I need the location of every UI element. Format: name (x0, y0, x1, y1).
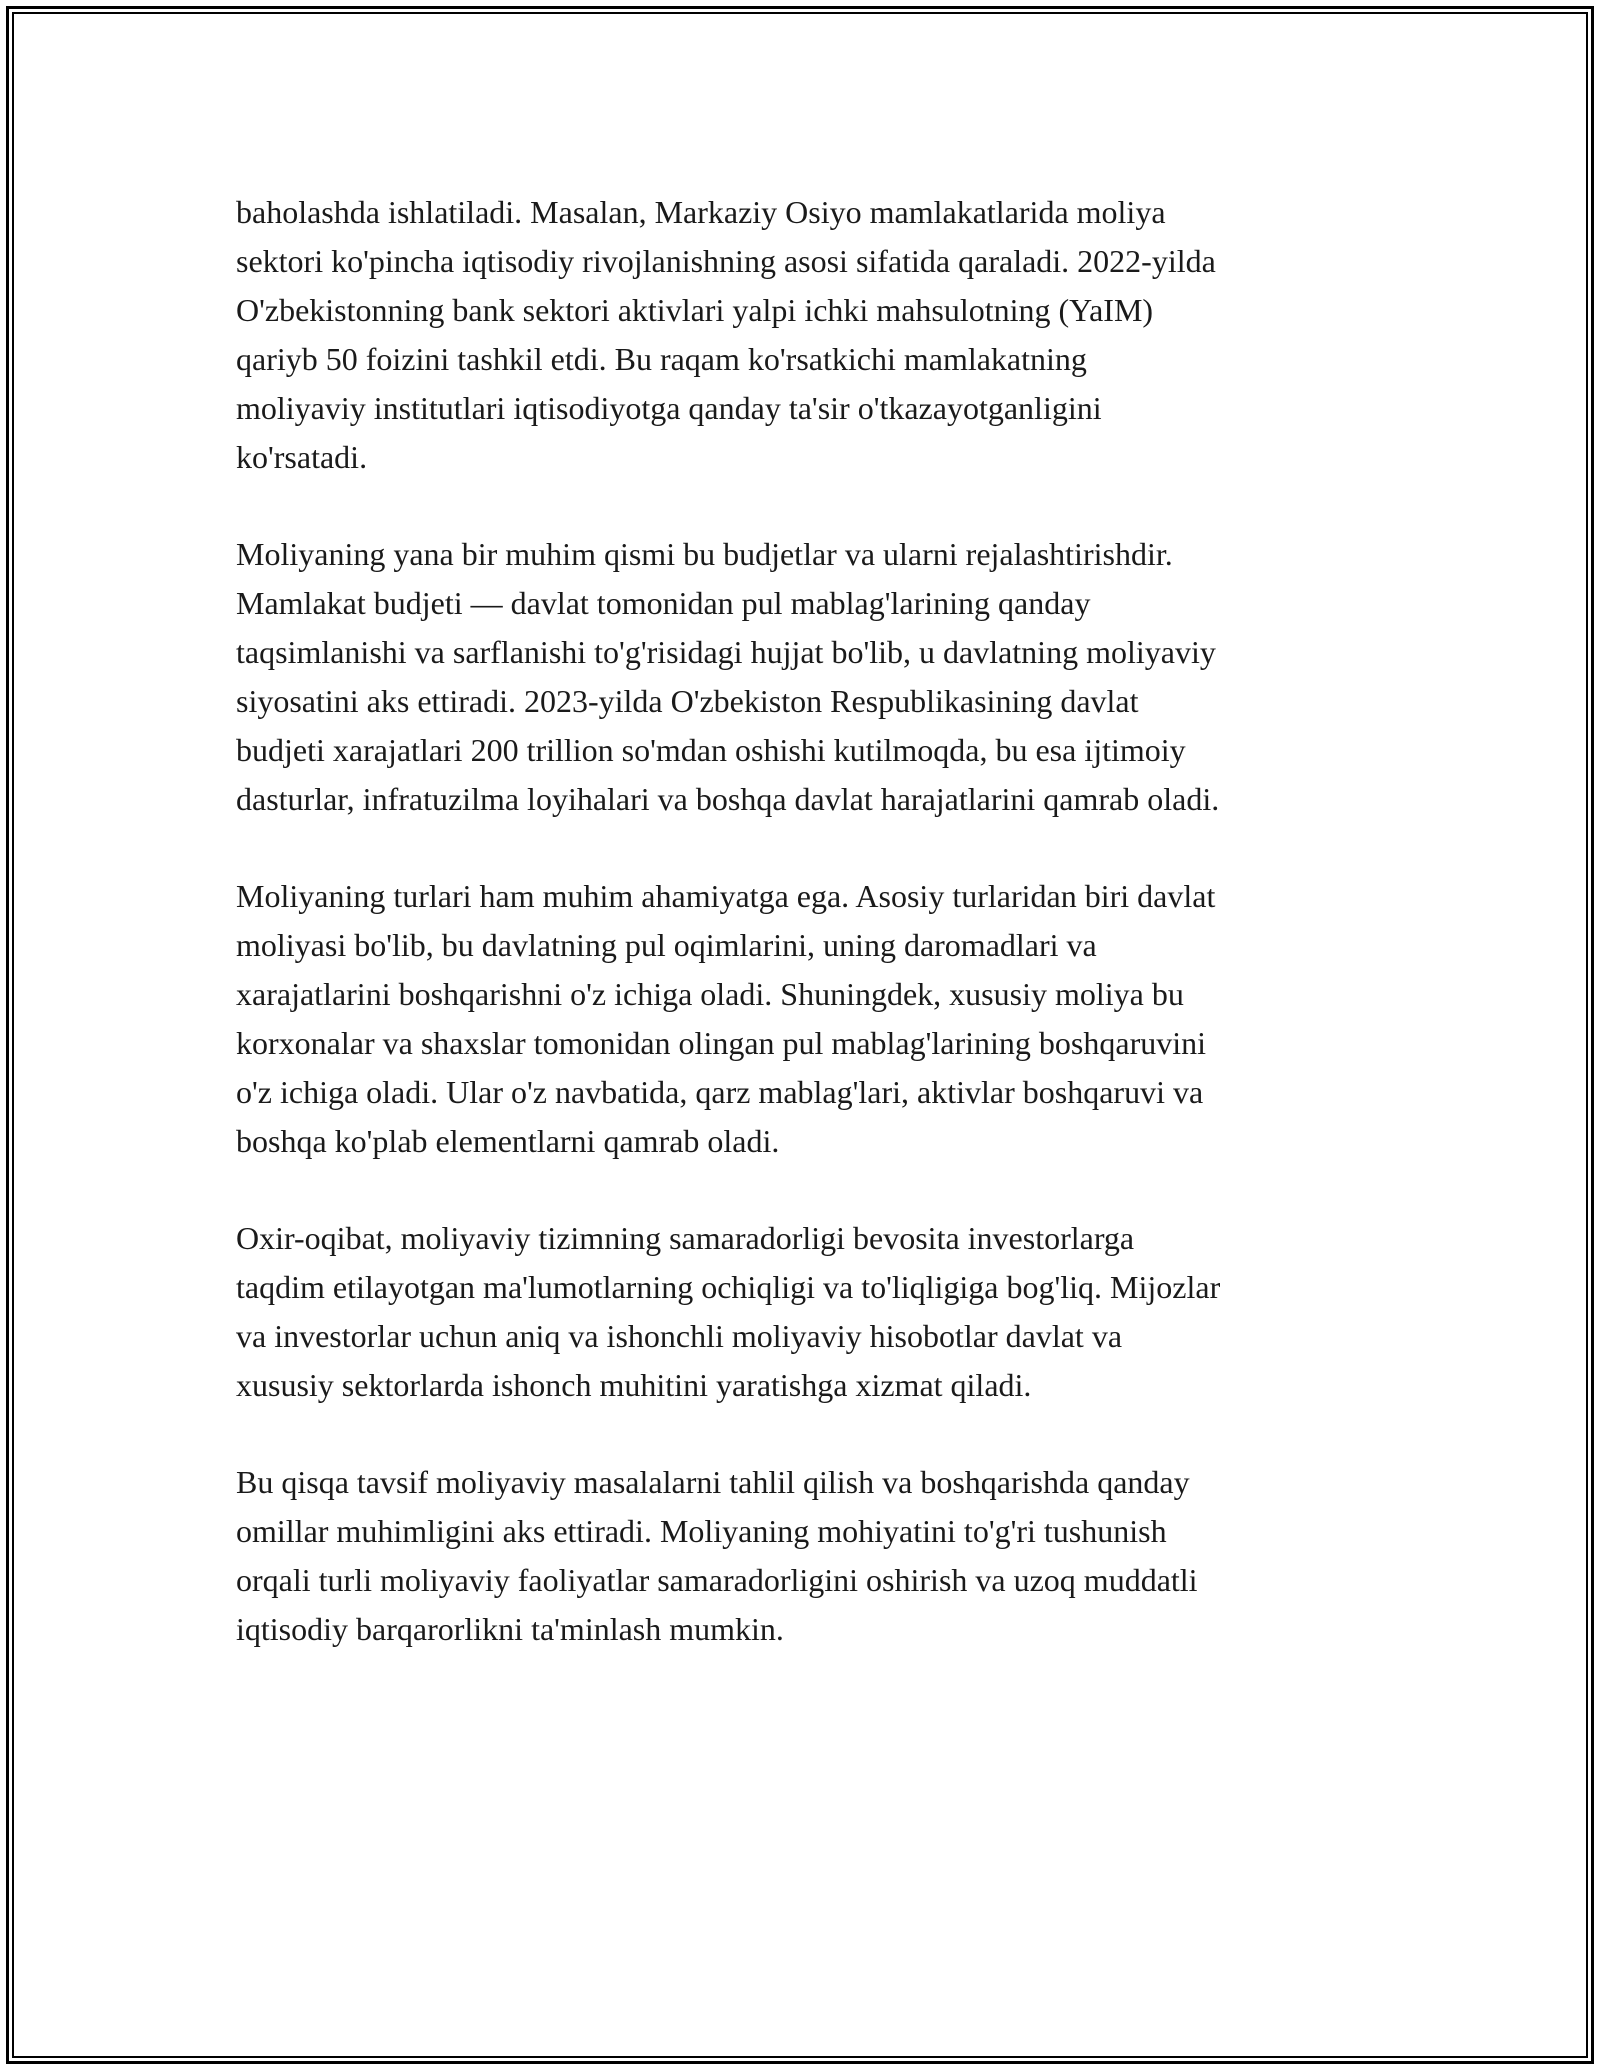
text-line: Oxir-oqibat, moliyaviy tizimning samaradorligi bevosita investorlarga (236, 1220, 1135, 1256)
text-line: korxonalar va shaxslar tomonidan olingan pul mablag'larining boshqaruvini (236, 1025, 1206, 1061)
paragraph-2 (236, 530, 1376, 824)
paragraph-3 (236, 872, 1376, 1166)
text-line: baholashda ishlatiladi. Masalan, Markaziy Osiyo mamlakatlarida moliya (236, 194, 1166, 230)
text-line: xususiy sektorlarda ishonch muhitini yaratishga xizmat qiladi. (236, 1367, 1032, 1403)
text-line: Moliyaning yana bir muhim qismi bu budjetlar va ularni rejalashtirishdir. (236, 536, 1173, 572)
text-line: ko'rsatadi. (236, 439, 368, 475)
text-line: qariyb 50 foizini tashkil etdi. Bu raqam ko'rsatkichi mamlakatning (236, 341, 1087, 377)
text-line: xarajatlarini boshqarishni o'z ichiga oladi. Shuningdek, xususiy moliya bu (236, 976, 1184, 1012)
text-line: boshqa ko'plab elementlarni qamrab oladi. (236, 1123, 780, 1159)
text-line: taqdim etilayotgan ma'lumotlarning ochiqligi va to'liqligiga bog'liq. Mijozlar (236, 1269, 1221, 1305)
text-line: moliyaviy institutlari iqtisodiyotga qanday ta'sir o'tkazayotganligini (236, 390, 1102, 426)
text-line: siyosatini aks ettiradi. 2023-yilda O'zbekiston Respublikasining davlat (236, 683, 1139, 719)
text-line: o'z ichiga oladi. Ular o'z navbatida, qarz mablag'lari, aktivlar boshqaruvi va (236, 1074, 1204, 1110)
text-line: omillar muhimligini aks ettiradi. Moliyaning mohiyatini to'g'ri tushunish (236, 1513, 1167, 1549)
paragraph-5 (236, 1458, 1376, 1654)
text-line: Mamlakat budjeti — davlat tomonidan pul mablag'larining qanday (236, 585, 1091, 621)
text-line: moliyasi bo'lib, bu davlatning pul oqimlarini, uning daromadlari va (236, 927, 1097, 963)
text-line: iqtisodiy barqarorlikni ta'minlash mumkin. (236, 1611, 784, 1647)
text-line: va investorlar uchun aniq va ishonchli moliyaviy hisobotlar davlat va (236, 1318, 1123, 1354)
paragraph-1 (236, 188, 1376, 482)
paragraph-4 (236, 1214, 1376, 1410)
document-body (236, 188, 1376, 1702)
text-line: budjeti xarajatlari 200 trillion so'mdan oshishi kutilmoqda, bu esa ijtimoiy (236, 732, 1186, 768)
text-line: Moliyaning turlari ham muhim ahamiyatga ega. Asosiy turlaridan biri davlat (236, 878, 1216, 914)
text-line: dasturlar, infratuzilma loyihalari va boshqa davlat harajatlarini qamrab oladi. (236, 781, 1220, 817)
text-line: orqali turli moliyaviy faoliyatlar samaradorligini oshirish va uzoq muddatli (236, 1562, 1198, 1598)
text-line: sektori ko'pincha iqtisodiy rivojlanishning asosi sifatida qaraladi. 2022-yilda (236, 243, 1216, 279)
text-line: O'zbekistonning bank sektori aktivlari yalpi ichki mahsulotning (YaIM) (236, 292, 1154, 328)
text-line: Bu qisqa tavsif moliyaviy masalalarni tahlil qilish va boshqarishda qanday (236, 1464, 1190, 1500)
text-line: taqsimlanishi va sarflanishi to'g'risidagi hujjat bo'lib, u davlatning moliyaviy (236, 634, 1216, 670)
